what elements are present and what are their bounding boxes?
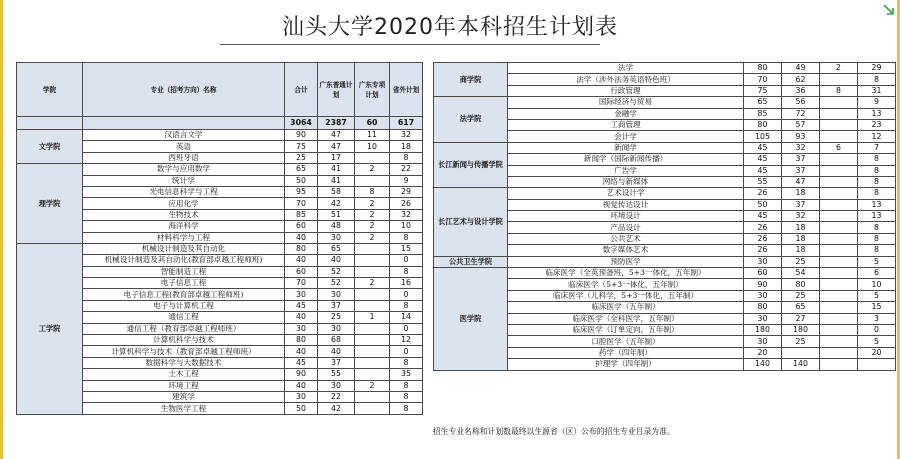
totals-gd-regular: 2387 <box>318 117 355 130</box>
total-cell: 50 <box>285 175 318 186</box>
gd-special-cell <box>355 289 390 300</box>
out-province-cell: 23 <box>858 119 896 130</box>
right-plan-table <box>433 62 896 371</box>
out-province-cell: 13 <box>858 108 896 119</box>
out-province-cell: 10 <box>390 221 423 232</box>
gd-regular-cell: 57 <box>782 119 820 130</box>
gd-regular-cell: 18 <box>782 222 820 233</box>
table-row <box>17 164 423 175</box>
out-province-cell: 31 <box>858 85 896 96</box>
gd-special-cell <box>820 131 858 142</box>
college-cell: 医学院 <box>434 268 508 371</box>
gd-regular-cell: 30 <box>318 289 355 300</box>
total-cell: 105 <box>744 131 782 142</box>
major-cell: 口腔医学（五年制） <box>508 336 744 347</box>
gd-regular-cell: 40 <box>318 346 355 357</box>
total-cell: 40 <box>285 312 318 323</box>
out-province-cell: 8 <box>390 380 423 391</box>
major-cell: 网络与新媒体 <box>508 176 744 187</box>
gd-special-cell <box>355 335 390 346</box>
gd-regular-cell: 27 <box>782 313 820 324</box>
header-major: 专业（招考方向）名称 <box>83 63 285 117</box>
major-cell: 新闻学 <box>508 142 744 153</box>
major-cell: 数字媒体艺术 <box>508 245 744 256</box>
total-cell: 75 <box>744 85 782 96</box>
out-province-cell: 8 <box>858 176 896 187</box>
total-cell: 80 <box>744 302 782 313</box>
gd-regular-cell: 32 <box>782 211 820 222</box>
college-cell: 公共卫生学院 <box>434 256 508 267</box>
total-cell: 75 <box>285 141 318 152</box>
major-cell: 临床医学（5+3一体化，五年制） <box>508 279 744 290</box>
gd-special-cell <box>820 233 858 244</box>
gd-regular-cell: 140 <box>782 359 820 370</box>
gd-regular-cell: 25 <box>782 290 820 301</box>
major-cell: 电子信息工程 <box>83 278 285 289</box>
out-province-cell: 8 <box>390 300 423 311</box>
college-cell: 法学院 <box>434 97 508 143</box>
total-cell: 30 <box>744 336 782 347</box>
gd-regular-cell: 30 <box>318 323 355 334</box>
major-cell: 机械设计制造及其自动化(教育部卓越工程师班) <box>83 255 285 266</box>
major-cell: 电子与计算机工程 <box>83 300 285 311</box>
gd-special-cell <box>820 199 858 210</box>
gd-regular-cell: 58 <box>318 186 355 197</box>
gd-special-cell <box>355 369 390 380</box>
gd-regular-cell: 62 <box>782 74 820 85</box>
total-cell: 70 <box>285 278 318 289</box>
out-province-cell: 6 <box>858 268 896 279</box>
out-province-cell: 8 <box>858 74 896 85</box>
out-province-cell: 29 <box>390 186 423 197</box>
gd-special-cell <box>820 119 858 130</box>
out-province-cell: 8 <box>858 222 896 233</box>
total-cell: 30 <box>744 313 782 324</box>
out-province-cell: 9 <box>390 175 423 186</box>
gd-regular-cell: 25 <box>782 256 820 267</box>
major-cell: 汉语言文学 <box>83 130 285 141</box>
out-province-cell: 0 <box>858 324 896 335</box>
out-province-cell: 5 <box>858 290 896 301</box>
out-province-cell: 13 <box>858 211 896 222</box>
major-cell: 工商管理 <box>508 119 744 130</box>
gd-regular-cell: 54 <box>782 268 820 279</box>
major-cell: 生物技术 <box>83 209 285 220</box>
header-college: 学院 <box>17 63 83 117</box>
gd-regular-cell: 40 <box>318 255 355 266</box>
out-province-cell: 8 <box>390 391 423 402</box>
gd-regular-cell: 52 <box>318 266 355 277</box>
gd-special-cell <box>355 152 390 163</box>
out-province-cell: 0 <box>390 323 423 334</box>
total-cell: 26 <box>744 245 782 256</box>
major-cell: 新闻学（国际新闻传播） <box>508 154 744 165</box>
major-cell: 数据科学与大数据技术 <box>83 357 285 368</box>
header-gd-regular: 广东普通计划 <box>318 63 355 117</box>
out-province-cell: 13 <box>858 199 896 210</box>
major-cell: 电子信息工程(教育部卓越工程师班) <box>83 289 285 300</box>
college-cell: 工学院 <box>17 243 83 414</box>
out-province-cell: 9 <box>858 97 896 108</box>
college-cell: 理学院 <box>17 164 83 244</box>
out-province-cell: 26 <box>390 198 423 209</box>
out-province-cell: 8 <box>858 188 896 199</box>
major-cell: 计算机科学与技术（教育部卓越工程师班） <box>83 346 285 357</box>
gd-regular-cell: 48 <box>318 221 355 232</box>
total-cell: 30 <box>744 290 782 301</box>
gd-special-cell: 2 <box>355 198 390 209</box>
gd-regular-cell: 37 <box>782 154 820 165</box>
major-cell: 通信工程 <box>83 312 285 323</box>
major-cell: 生物医学工程 <box>83 403 285 414</box>
gd-special-cell: 6 <box>820 142 858 153</box>
gd-special-cell <box>355 403 390 414</box>
gd-special-cell <box>355 391 390 402</box>
gd-special-cell <box>820 359 858 370</box>
total-cell: 30 <box>285 289 318 300</box>
gd-special-cell: 10 <box>355 141 390 152</box>
major-cell: 视觉传达设计 <box>508 199 744 210</box>
total-cell: 80 <box>744 119 782 130</box>
totals-gd-special: 60 <box>355 117 390 130</box>
gd-special-cell <box>355 255 390 266</box>
total-cell: 60 <box>285 221 318 232</box>
major-cell: 统计学 <box>83 175 285 186</box>
gd-special-cell <box>820 222 858 233</box>
gd-special-cell <box>355 243 390 254</box>
table-row <box>17 243 423 254</box>
gd-special-cell <box>820 302 858 313</box>
gd-regular-cell: 51 <box>318 209 355 220</box>
out-province-cell: 22 <box>390 164 423 175</box>
major-cell: 环境设计 <box>508 211 744 222</box>
gd-regular-cell: 65 <box>318 243 355 254</box>
total-cell: 80 <box>285 335 318 346</box>
gd-regular-cell: 80 <box>782 279 820 290</box>
out-province-cell: 3 <box>858 313 896 324</box>
table-row <box>434 142 896 153</box>
total-cell: 180 <box>744 324 782 335</box>
major-cell: 艺术设计学 <box>508 188 744 199</box>
out-province-cell: 15 <box>390 243 423 254</box>
major-cell: 计算机科学与技术 <box>83 335 285 346</box>
totals-out-province: 617 <box>390 117 423 130</box>
major-cell: 西班牙语 <box>83 152 285 163</box>
college-cell: 长江新闻与传播学院 <box>434 142 508 188</box>
table-row <box>434 97 896 108</box>
gd-special-cell <box>820 324 858 335</box>
totals-blank <box>83 117 285 130</box>
total-cell: 70 <box>285 198 318 209</box>
out-province-cell: 32 <box>390 130 423 141</box>
major-cell: 海洋科学 <box>83 221 285 232</box>
out-province-cell: 15 <box>858 302 896 313</box>
gd-regular-cell: 42 <box>318 403 355 414</box>
gd-regular-cell: 180 <box>782 324 820 335</box>
major-cell: 预防医学 <box>508 256 744 267</box>
left-plan-table <box>16 62 423 415</box>
table-row <box>17 130 423 141</box>
total-cell: 90 <box>744 279 782 290</box>
gd-regular-cell: 30 <box>318 380 355 391</box>
gd-regular-cell: 47 <box>318 130 355 141</box>
major-cell: 金融学 <box>508 108 744 119</box>
gd-regular-cell: 55 <box>318 369 355 380</box>
table-row <box>434 256 896 267</box>
gd-special-cell: 2 <box>355 221 390 232</box>
total-cell: 60 <box>285 266 318 277</box>
gd-regular-cell: 52 <box>318 278 355 289</box>
college-cell: 文学院 <box>17 130 83 164</box>
out-province-cell: 0 <box>390 255 423 266</box>
major-cell: 公共艺术 <box>508 233 744 244</box>
out-province-cell: 8 <box>390 152 423 163</box>
total-cell: 45 <box>285 357 318 368</box>
gd-special-cell <box>355 346 390 357</box>
gd-special-cell: 2 <box>355 380 390 391</box>
total-cell: 45 <box>285 300 318 311</box>
gd-regular-cell: 17 <box>318 152 355 163</box>
left-edge-strip <box>0 0 3 459</box>
gd-special-cell <box>820 336 858 347</box>
major-cell: 临床医学（儿科学，5+3一体化，五年制） <box>508 290 744 301</box>
major-cell: 行政管理 <box>508 85 744 96</box>
totals-total: 3064 <box>285 117 318 130</box>
major-cell: 临床医学（五年制） <box>508 302 744 313</box>
out-province-cell: 14 <box>390 312 423 323</box>
gd-special-cell <box>820 74 858 85</box>
gd-special-cell <box>355 357 390 368</box>
gd-regular-cell: 41 <box>318 164 355 175</box>
total-cell: 140 <box>744 359 782 370</box>
gd-special-cell <box>820 108 858 119</box>
major-cell: 环境工程 <box>83 380 285 391</box>
gd-special-cell <box>820 154 858 165</box>
total-cell: 50 <box>285 403 318 414</box>
gd-regular-cell: 37 <box>782 199 820 210</box>
gd-regular-cell: 37 <box>318 357 355 368</box>
total-cell: 26 <box>744 233 782 244</box>
out-province-cell: 8 <box>858 245 896 256</box>
total-cell: 45 <box>744 165 782 176</box>
gd-special-cell <box>355 175 390 186</box>
gd-regular-cell: 22 <box>318 391 355 402</box>
college-cell: 商学院 <box>434 63 508 97</box>
header-gd-special: 广东专项计划 <box>355 63 390 117</box>
gd-regular-cell: 36 <box>782 85 820 96</box>
out-province-cell: 32 <box>390 209 423 220</box>
total-cell: 90 <box>285 130 318 141</box>
total-cell: 45 <box>744 142 782 153</box>
gd-special-cell <box>820 176 858 187</box>
major-cell: 产品设计 <box>508 222 744 233</box>
total-cell: 30 <box>285 323 318 334</box>
total-cell: 80 <box>744 63 782 74</box>
gd-special-cell <box>820 313 858 324</box>
header-total: 合计 <box>285 63 318 117</box>
gd-regular-cell: 68 <box>318 335 355 346</box>
gd-special-cell: 11 <box>355 130 390 141</box>
total-cell: 40 <box>285 232 318 243</box>
gd-special-cell: 1 <box>355 312 390 323</box>
major-cell: 法学（涉外法务英语特色班） <box>508 74 744 85</box>
gd-special-cell <box>355 300 390 311</box>
out-province-cell: 10 <box>858 279 896 290</box>
total-cell: 30 <box>285 391 318 402</box>
gd-special-cell: 2 <box>355 164 390 175</box>
gd-special-cell <box>820 245 858 256</box>
gd-regular-cell: 37 <box>318 300 355 311</box>
major-cell: 智能制造工程 <box>83 266 285 277</box>
out-province-cell: 0 <box>390 346 423 357</box>
major-cell: 临床医学（全科医学，五年制） <box>508 313 744 324</box>
page-title: 汕头大学2020年本科招生计划表 <box>282 15 618 40</box>
major-cell: 护理学（四年制） <box>508 359 744 370</box>
gd-regular-cell: 47 <box>318 141 355 152</box>
out-province-cell: 8 <box>390 232 423 243</box>
gd-special-cell: 2 <box>355 232 390 243</box>
gd-special-cell <box>820 268 858 279</box>
gd-special-cell: 2 <box>820 63 858 74</box>
out-province-cell: 7 <box>858 142 896 153</box>
total-cell: 80 <box>285 243 318 254</box>
gd-special-cell <box>820 279 858 290</box>
major-cell: 机械设计制造及其自动化 <box>83 243 285 254</box>
major-cell: 广告学 <box>508 165 744 176</box>
gd-regular-cell: 72 <box>782 108 820 119</box>
gd-regular-cell: 30 <box>318 232 355 243</box>
gd-special-cell: 2 <box>355 209 390 220</box>
gd-special-cell: 8 <box>355 186 390 197</box>
major-cell: 通信工程（教育部卓越工程师班） <box>83 323 285 334</box>
total-cell: 70 <box>744 74 782 85</box>
table-row <box>434 63 896 74</box>
out-province-cell: 5 <box>858 336 896 347</box>
college-cell: 长江艺术与设计学院 <box>434 188 508 256</box>
gd-regular-cell: 18 <box>782 188 820 199</box>
gd-special-cell: 8 <box>820 85 858 96</box>
out-province-cell: 8 <box>390 266 423 277</box>
out-province-cell: 8 <box>390 403 423 414</box>
footnote: 招生专业名称和计划数最终以生源省（区）公布的招生专业目录为准。 <box>433 427 675 436</box>
major-cell: 数学与应用数学 <box>83 164 285 175</box>
gd-special-cell <box>355 323 390 334</box>
right-table-body <box>434 63 896 371</box>
out-province-cell: 35 <box>390 369 423 380</box>
out-province-cell: 20 <box>858 347 896 358</box>
total-cell: 95 <box>285 186 318 197</box>
gd-regular-cell: 25 <box>318 312 355 323</box>
gd-regular-cell: 49 <box>782 63 820 74</box>
total-cell: 85 <box>744 108 782 119</box>
total-cell: 65 <box>744 97 782 108</box>
total-cell: 45 <box>744 154 782 165</box>
gd-regular-cell: 37 <box>782 165 820 176</box>
gd-regular-cell <box>782 347 820 358</box>
out-province-cell: 12 <box>858 131 896 142</box>
total-cell: 25 <box>285 152 318 163</box>
total-cell: 26 <box>744 222 782 233</box>
gd-special-cell: 2 <box>355 278 390 289</box>
out-province-cell <box>858 359 896 370</box>
gd-regular-cell: 65 <box>782 302 820 313</box>
major-cell: 药学（四年制） <box>508 347 744 358</box>
major-cell: 国际经济与贸易 <box>508 97 744 108</box>
gd-regular-cell: 18 <box>782 233 820 244</box>
gd-regular-cell: 41 <box>318 175 355 186</box>
total-cell: 40 <box>285 380 318 391</box>
table-row <box>434 268 896 279</box>
total-cell: 90 <box>285 369 318 380</box>
major-cell: 材料科学与工程 <box>83 232 285 243</box>
gd-regular-cell: 25 <box>782 336 820 347</box>
title-underline <box>220 44 600 45</box>
gd-regular-cell: 32 <box>782 142 820 153</box>
total-cell: 30 <box>744 256 782 267</box>
gd-special-cell <box>355 266 390 277</box>
major-cell: 临床医学（全英预备班，5+3一体化，五年制） <box>508 268 744 279</box>
out-province-cell: 16 <box>390 278 423 289</box>
out-province-cell: 12 <box>390 335 423 346</box>
out-province-cell: 0 <box>390 289 423 300</box>
total-cell: 85 <box>285 209 318 220</box>
total-cell: 40 <box>285 346 318 357</box>
gd-regular-cell: 47 <box>782 176 820 187</box>
major-cell: 土木工程 <box>83 369 285 380</box>
total-cell: 45 <box>744 211 782 222</box>
gd-special-cell <box>820 347 858 358</box>
gd-regular-cell: 56 <box>782 97 820 108</box>
gd-special-cell <box>820 290 858 301</box>
out-province-cell: 18 <box>390 141 423 152</box>
out-province-cell: 8 <box>858 233 896 244</box>
major-cell: 应用化学 <box>83 198 285 209</box>
table-row <box>434 188 896 199</box>
gd-special-cell <box>820 211 858 222</box>
gd-special-cell <box>820 188 858 199</box>
total-cell: 26 <box>744 188 782 199</box>
gd-regular-cell: 42 <box>318 198 355 209</box>
out-province-cell: 5 <box>858 256 896 267</box>
gd-regular-cell: 93 <box>782 131 820 142</box>
total-cell: 40 <box>285 255 318 266</box>
out-province-cell: 29 <box>858 63 896 74</box>
header-out-province: 省外计划 <box>390 63 423 117</box>
major-cell: 会计学 <box>508 131 744 142</box>
out-province-cell: 8 <box>858 154 896 165</box>
gd-special-cell <box>820 256 858 267</box>
total-cell: 20 <box>744 347 782 358</box>
gd-special-cell <box>820 97 858 108</box>
major-cell: 光电信息科学与工程 <box>83 186 285 197</box>
gd-regular-cell: 18 <box>782 245 820 256</box>
out-province-cell: 8 <box>390 357 423 368</box>
major-cell: 临床医学（订单定向，五年制） <box>508 324 744 335</box>
gd-special-cell <box>820 165 858 176</box>
major-cell: 建筑学 <box>83 391 285 402</box>
total-cell: 55 <box>744 176 782 187</box>
total-cell: 60 <box>744 268 782 279</box>
out-province-cell: 8 <box>858 165 896 176</box>
total-cell: 65 <box>285 164 318 175</box>
totals-blank <box>17 117 83 130</box>
major-cell: 法学 <box>508 63 744 74</box>
total-cell: 50 <box>744 199 782 210</box>
left-table-body <box>17 130 423 415</box>
major-cell: 英语 <box>83 141 285 152</box>
